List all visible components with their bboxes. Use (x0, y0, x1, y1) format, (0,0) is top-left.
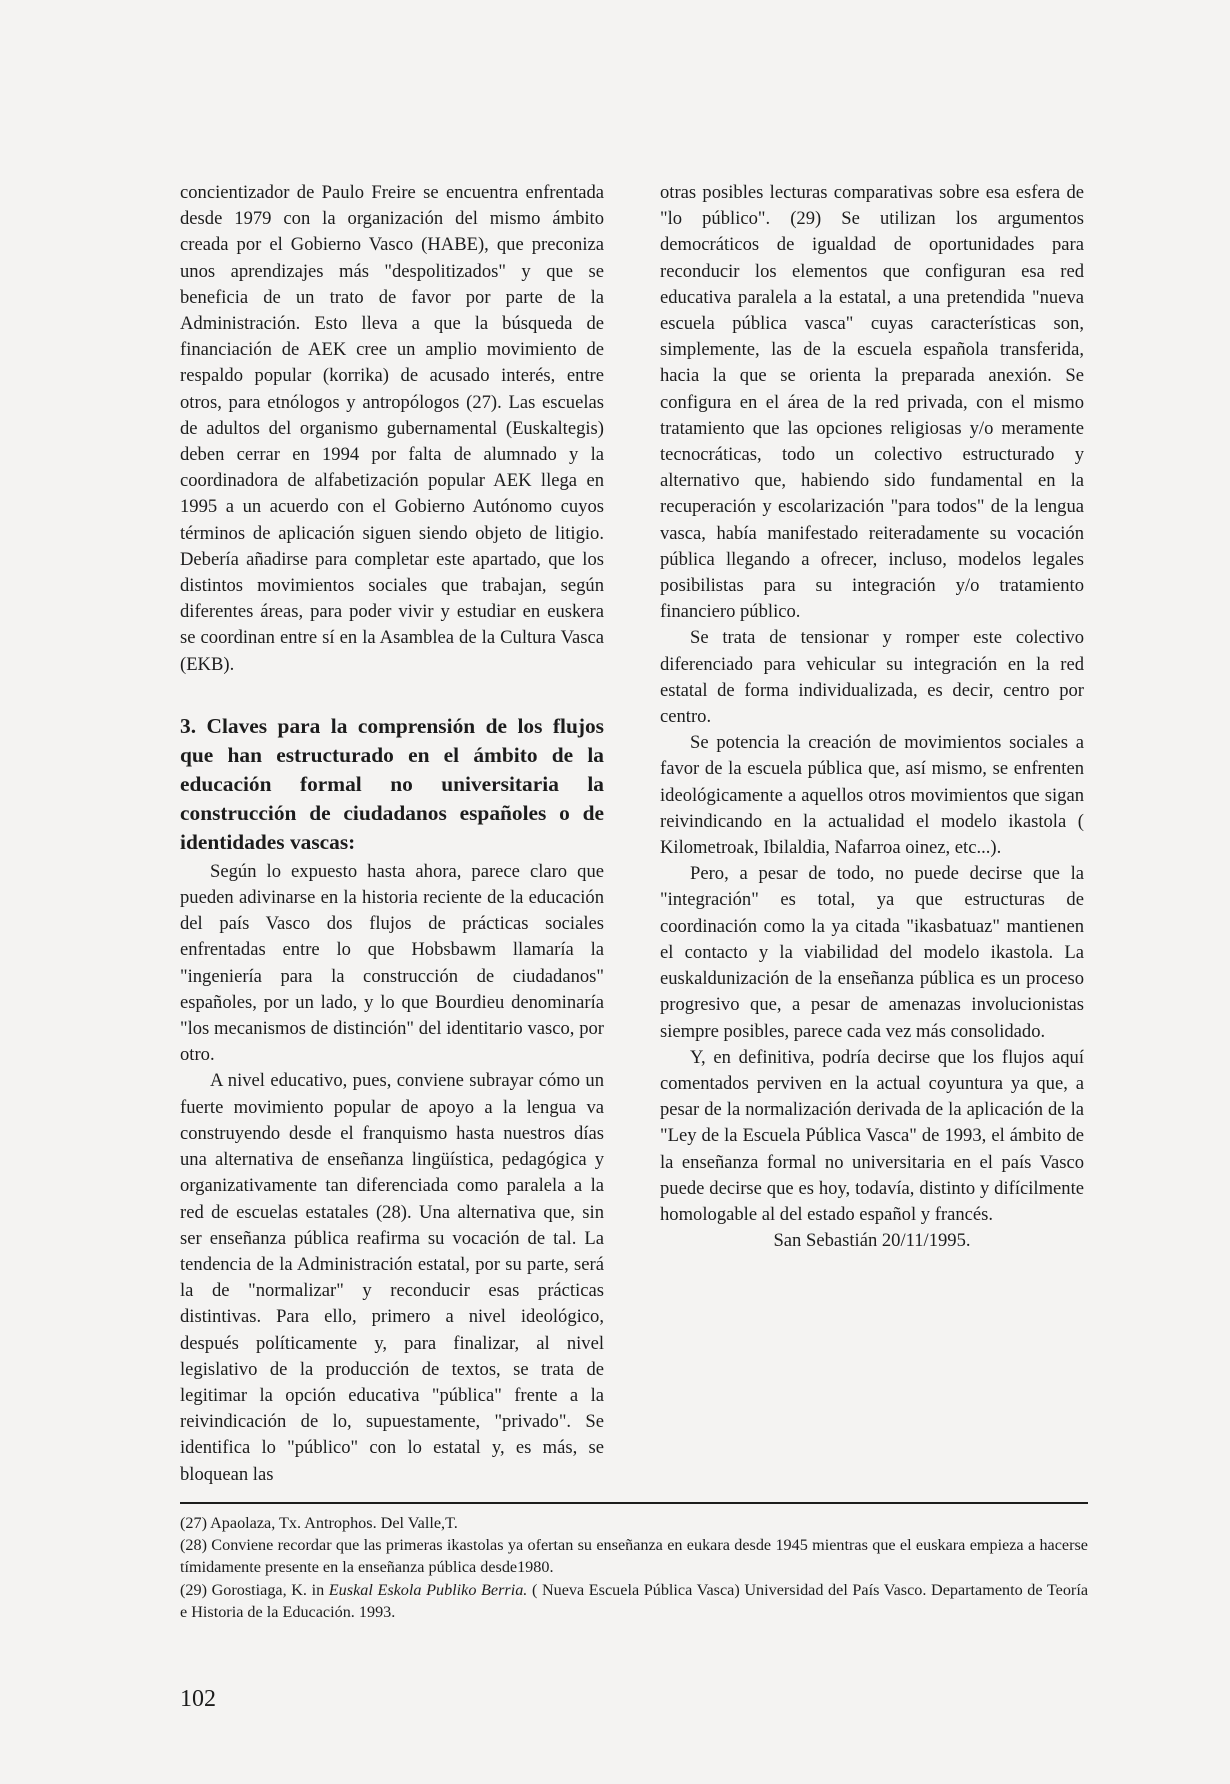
footnote-29-prefix: (29) Gorostiaga, K. in (180, 1580, 329, 1599)
section-3-heading: 3. Claves para la comprensión de los flujos que han estructurado en el ámbito de la educación formal no universitaria la construcción de ciudadanos españoles o de identidades vascas: (180, 713, 604, 854)
footnote-29 (180, 1579, 1088, 1623)
right-paragraph-2: Se trata de tensionar y romper este colectivo diferenciado para vehicular su integración en la red estatal de forma individualizada, es decir, centro por centro. (660, 627, 1084, 728)
left-paragraph-3: A nivel educativo, pues, conviene subrayar cómo un fuerte movimiento popular de apoyo a la lengua va construyendo desde el franquismo hasta nuestros días una alternativa de enseñanza lingüística, pedagógica y organizativamente tan diferenciada como paralela a la red de escuelas estatales (28). Una alternativa que, sin ser enseñanza pública reafirma su vocación de tal. La tendencia de la Administración estatal, por su parte, será la de "normalizar" y reconducir esas prácticas distintivas. Para ello, primero a nivel ideológico, después políticamente y, para finalizar, al nivel legislativo de la producción de textos, se trata de legitimar la opción educativa "pública" frente a la reivindicación de lo, supuestamente, "privado". Se identifica lo "público" con lo estatal y, es más, se bloquean las (180, 1070, 604, 1485)
left-paragraph-2: Según lo expuesto hasta ahora, parece claro que pueden adivinarse en la historia reciente de la educación del país Vasco dos flujos de prácticas sociales enfrentadas entre lo que Hobsbawm llamaría la "ingeniería para la construcción de ciudadanos" españoles, por un lado, y lo que Bourdieu denominaría "los mecanismos de distinción" del identitario vasco, por otro. (180, 860, 604, 1066)
left-column (180, 180, 604, 1488)
footnotes (180, 1512, 1088, 1623)
right-paragraph-3: Se potencia la creación de movimientos sociales a favor de la escuela pública que, así mismo, se enfrenten ideológicamente a aquellos otros movimientos que sigan reivindicando en la actualidad el modelo ikastola ( Kilometroak, Ibilaldia, Nafarroa oinez, etc...). (660, 732, 1084, 859)
signature-date: San Sebastián 20/11/1995. (773, 1230, 971, 1252)
right-paragraph-1: otras posibles lecturas comparativas sobre esa esfera de "lo público". (29) Se utilizan los argumentos democráticos de igualdad de oportunidades para reconducir los elementos que configuran esa red educativa paralela a la estatal, a una pretendida "nueva escuela pública vasca" cuyas características son, simplemente, las de la escuela española transferida, hacia la que se orienta la preparada anexión. Se configura en el área de la red privada, con el mismo tratamiento que las opciones religiosas y/o meramente tecnocráticas, todo un colectivo estructurado y alternativo que, habiendo sido fundamental en la recuperación y escolarización "para todos" de la lengua vasca, había manifestado reiteradamente su vocación pública llegando a ofrecer, incluso, modelos legales posibilistas para su integración y/o tratamiento financiero público. (660, 182, 1084, 623)
page-number: 102 (180, 1686, 216, 1712)
right-column (660, 180, 1084, 1254)
footnote-28: (28) Conviene recordar que las primeras ikastolas ya ofertan su enseñanza en eukara desde 1945 mientras que el euskara empieza a hacerse tímidamente presente en la enseñanza pública desde1980. (180, 1536, 1088, 1577)
right-paragraph-4: Pero, a pesar de todo, no puede decirse que la "integración" es total, ya que estructuras de coordinación como la ya citada "ikasbatuaz" mantienen el contacto y la viabilidad del modelo ikastola. La euskaldunización de la enseñanza pública es un proceso progresivo que, a pesar de amenazas involucionistas siempre posibles, parece cada vez más consolidado. (660, 863, 1084, 1042)
footnote-29-title: Euskal Eskola Publiko Berria. (328, 1580, 528, 1599)
right-paragraph-5: Y, en definitiva, podría decirse que los flujos aquí comentados perviven en la actual coyuntura ya que, a pesar de la normalización derivada de la aplicación de la "Ley de la Escuela Pública Vasca" de 1993, el ámbito de la enseñanza formal no universitaria en el país Vasco puede decirse que es hoy, todavía, distinto y difícilmente homologable al del estado español y francés. (660, 1046, 1084, 1225)
left-paragraph-1: concientizador de Paulo Freire se encuentra enfrentada desde 1979 con la organización del mismo ámbito creada por el Gobierno Vasco (HABE), que preconiza unos aprendizajes más "despolitizados" y que se beneficia de un trato de favor por parte de la Administración. Esto lleva a que la búsqueda de financiación de AEK cree un amplio movimiento de respaldo popular (korrika) de acusado interés, entre otros, para etnólogos y antropólogos (27). Las escuelas de adultos del organismo gubernamental (Euskaltegis) deben cerrar en 1994 por falta de alumnado y la coordinadora de alfabetización popular AEK llega en 1995 a un acuerdo con el Gobierno Autónomo cuyos términos de aplicación siguen siendo objeto de litigio. Debería añadirse para completar este apartado, que los distintos movimientos sociales que trabajan, según diferentes áreas, para poder vivir y estudiar en euskera se coordinan entre sí en la Asamblea de la Cultura Vasca (EKB). (180, 182, 604, 675)
footnote-divider (180, 1502, 1088, 1504)
footnote-27: (27) Apaolaza, Tx. Antrophos. Del Valle,T. (180, 1514, 458, 1532)
footnote-29-suffix: ( Nueva Escuela Pública Vasca) Universidad del País Vasco. Departamento de Teoría e Historia de la Educación. 1993. (180, 1580, 1088, 1621)
